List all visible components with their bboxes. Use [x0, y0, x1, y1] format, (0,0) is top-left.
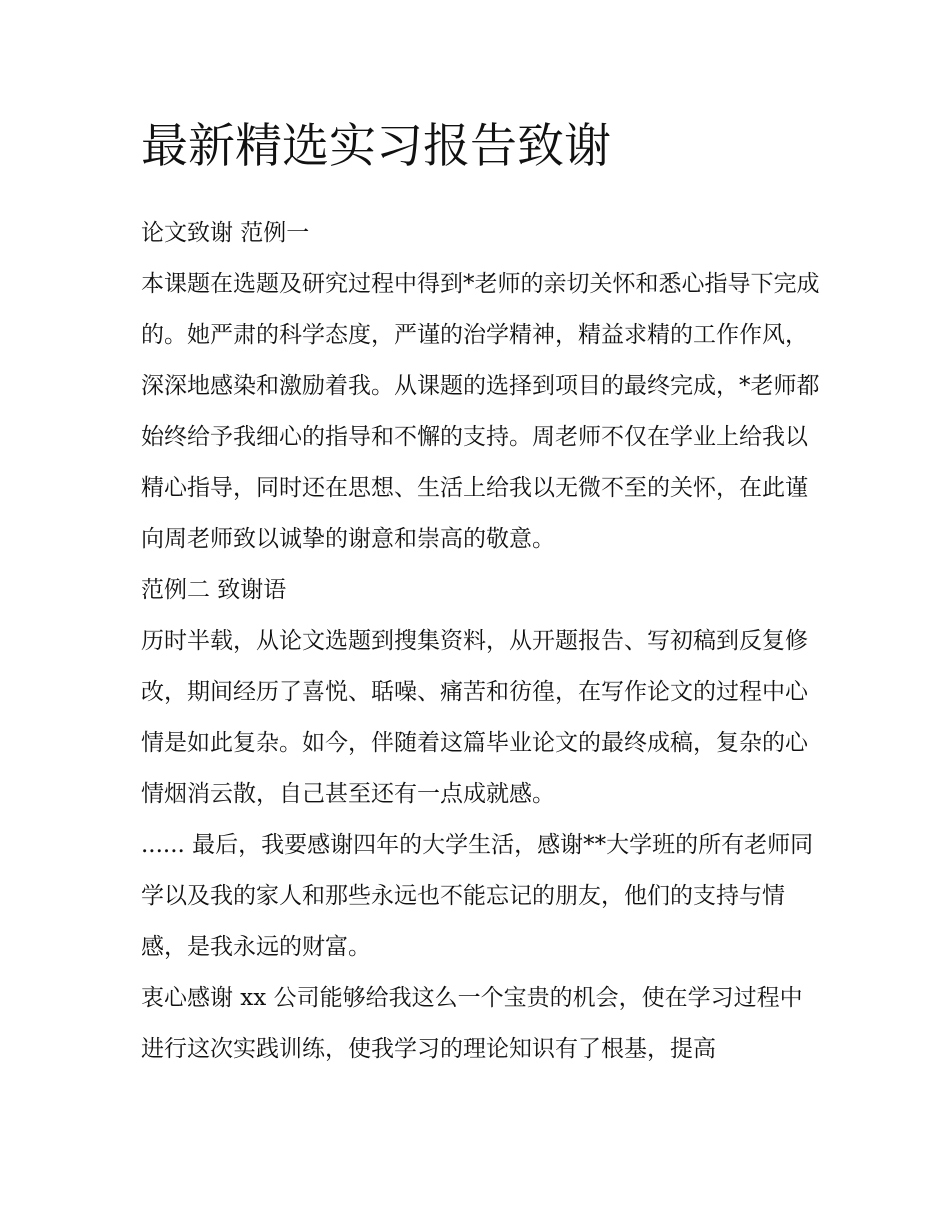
- paragraph-example-1: 本课题在选题及研究过程中得到*老师的亲切关怀和悉心指导下完成的。她严肃的科学态度，严谨的治学精神，精益求精的工作作风，深深地感染和激励着我。从课题的选择到项目的最终完成，*老师都始终给予我细心的指导和不懈的支持。周老师不仅在学业上给我以精心指导，同时还在思想、生活上给我以无微不至的关怀，在此谨向周老师致以诚挚的谢意和崇高的敬意。: [141, 271, 820, 552]
- section-heading-example-2: 范例二 致谢语: [141, 577, 287, 603]
- page-title: 最新精选实习报告致谢: [141, 119, 611, 174]
- paragraph-final-thanks: ...... 最后，我要感谢四年的大学生活，感谢**大学班的所有老师同学以及我的家人和那些永远也不能忘记的朋友，他们的支持与情感，是我永远的财富。: [141, 832, 814, 960]
- paragraph-company-thanks: 衷心感谢 xx 公司能够给我这么一个宝贵的机会，使在学习过程中进行这次实践训练，使我学习的理论知识有了根基，提高: [141, 985, 803, 1062]
- document-body: [141, 114, 821, 1075]
- paragraph-example-2: 历时半载，从论文选题到搜集资料，从开题报告、写初稿到反复修改，期间经历了喜悦、聒噪、痛苦和彷徨，在写作论文的过程中心情是如此复杂。如今，伴随着这篇毕业论文的最终成稿，复杂的心情烟消云散，自己甚至还有一点成就感。: [141, 628, 808, 807]
- section-heading-example-1: 论文致谢 范例一: [141, 220, 310, 246]
